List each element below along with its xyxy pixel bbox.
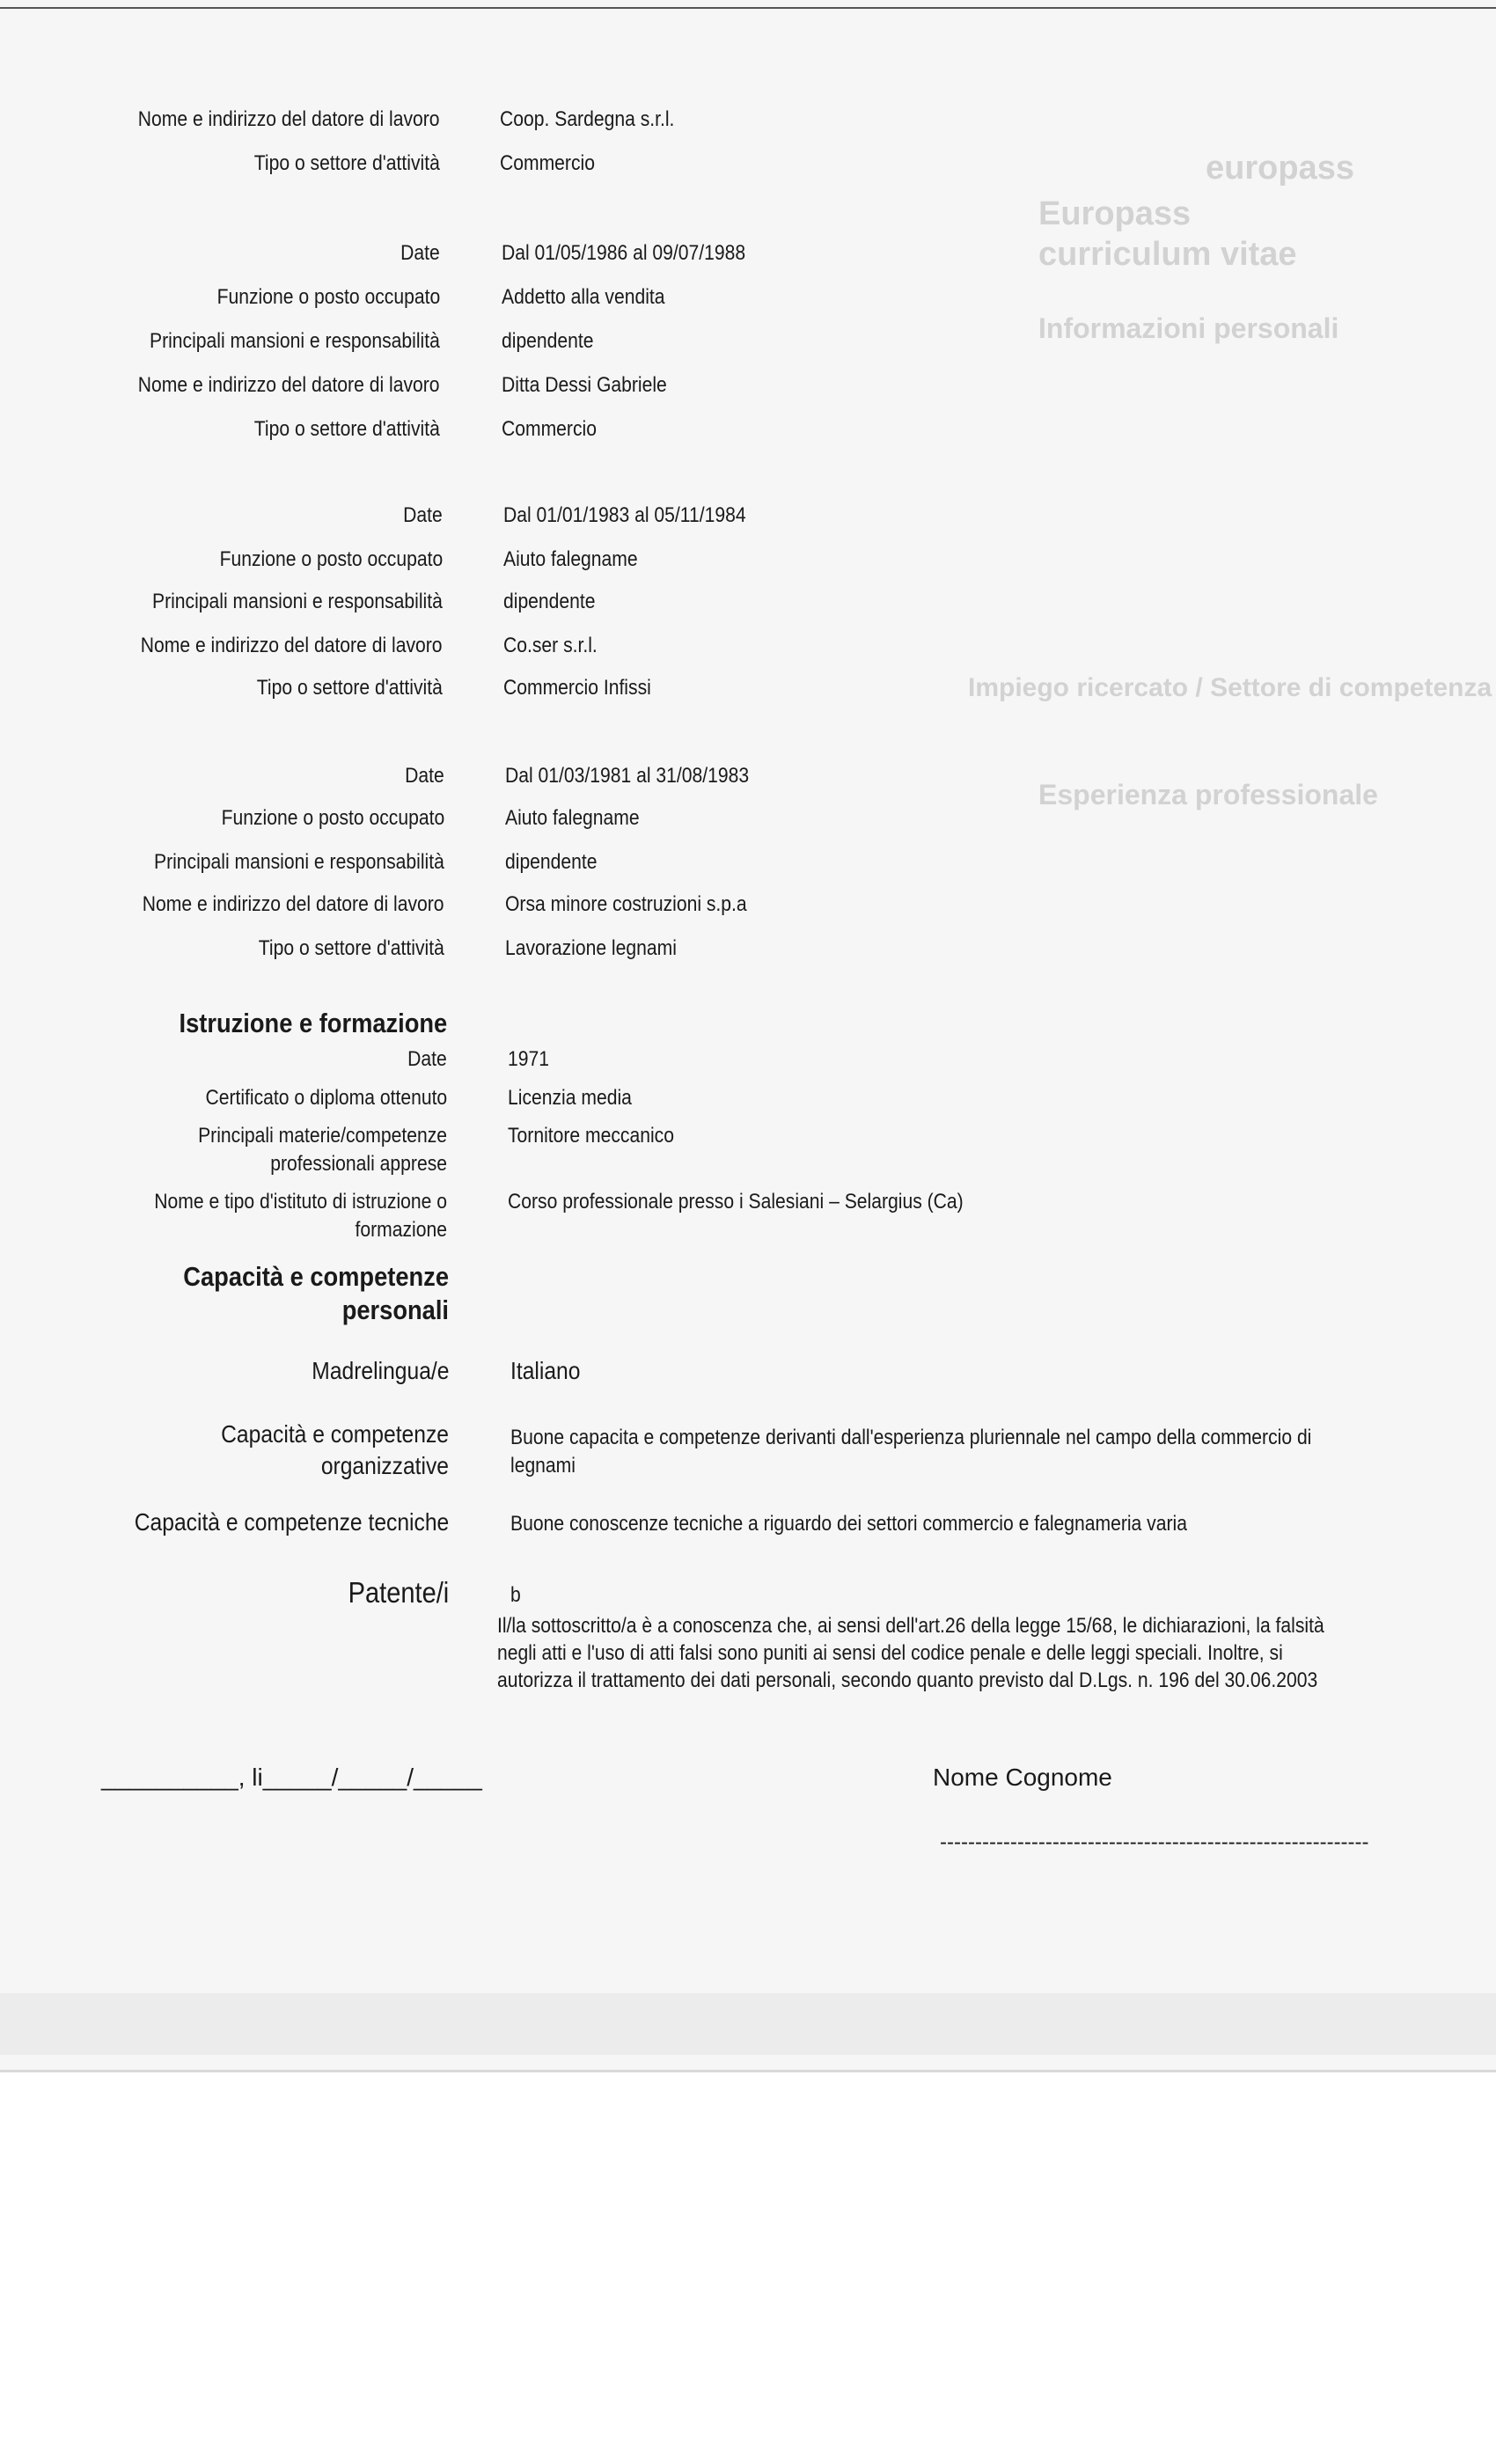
sector-label-1: Tipo o settore d'attività: [253, 151, 440, 175]
sector-value-1: Commercio: [500, 151, 595, 175]
sector-value-4: Lavorazione legnami: [505, 936, 677, 960]
employer-label-4: Nome e indirizzo del datore di lavoro: [143, 892, 444, 916]
sector-label-2: Tipo o settore d'attività: [253, 417, 440, 441]
role-label-2: Funzione o posto occupato: [216, 285, 440, 309]
ghost-title-1: Europass: [1038, 195, 1192, 232]
place-date-line: __________, li_____/_____/_____: [101, 1764, 482, 1791]
ghost-heading-1: Informazioni personali: [1038, 312, 1339, 344]
certificate-label: Certificato o diploma ottenuto: [205, 1086, 447, 1110]
role-value-4: Aiuto falegname: [505, 806, 640, 830]
sector-label-4: Tipo o settore d'attività: [258, 936, 444, 960]
sector-value-2: Commercio: [502, 417, 597, 441]
role-label-4: Funzione o posto occupato: [221, 806, 444, 830]
date-value-3: Dal 01/01/1983 al 05/11/1984: [503, 503, 746, 527]
employer-label-2: Nome e indirizzo del datore di lavoro: [138, 373, 440, 397]
employer-label-1: Nome e indirizzo del datore di lavoro: [138, 107, 440, 131]
technical-skills-value: Buone conoscenze tecniche a riguardo dei settori commercio e falegnameria varia: [510, 1512, 1187, 1536]
employer-value-1: Coop. Sardegna s.r.l.: [500, 107, 675, 131]
employer-label-3: Nome e indirizzo del datore di lavoro: [141, 634, 443, 657]
signature-line: -------------------------------------------------------------: [940, 1830, 1369, 1854]
employer-value-2: Ditta Dessi Gabriele: [502, 373, 667, 397]
duties-value-4: dipendente: [505, 850, 598, 874]
employer-value-4: Orsa minore costruzioni s.p.a: [505, 892, 747, 916]
employer-value-3: Co.ser s.r.l.: [503, 634, 598, 657]
license-value: b: [510, 1583, 521, 1607]
scan-bottom-band: [0, 1993, 1496, 2055]
duties-label-3: Principali mansioni e responsabilità: [152, 590, 443, 613]
signature-name: Nome Cognome: [933, 1764, 1112, 1791]
education-date-label: Date: [407, 1047, 447, 1071]
sector-label-3: Tipo o settore d'attività: [256, 676, 443, 700]
organizational-skills-value: Buone capacita e competenze derivanti dall'esperienza pluriennale nel campo della commercio di legnami: [510, 1426, 1312, 1478]
sector-value-3: Commercio Infissi: [503, 676, 651, 700]
privacy-declaration: Il/la sottoscritto/a è a conoscenza che, ai sensi dell'art.26 della legge 15/68, le dichiarazioni, la falsità negli atti e l'uso di atti falsi sono puniti ai sensi del codice penale e delle leggi speciali. Inoltre, si autorizza il trattamento dei dati personali, secondo quanto previsto dal D.Lgs. n. 196 del 30.06.2003: [497, 1614, 1324, 1692]
date-label-3: Date: [403, 503, 443, 527]
role-value-3: Aiuto falegname: [503, 547, 638, 571]
date-label-2: Date: [400, 241, 440, 265]
organizational-skills-label: Capacità e competenze organizzative: [221, 1420, 450, 1479]
skills-learned-value: Tornitore meccanico: [508, 1124, 674, 1148]
license-label: Patente/i: [348, 1576, 449, 1609]
education-heading: Istruzione e formazione: [179, 1008, 447, 1038]
top-edge-line: [0, 7, 1496, 9]
institute-value: Corso professionale presso i Salesiani – Selargius (Ca): [508, 1190, 964, 1214]
ghost-heading-2: Impiego ricercato / Settore di competenza: [968, 673, 1492, 702]
duties-label-2: Principali mansioni e responsabilità: [150, 329, 440, 353]
role-label-3: Funzione o posto occupato: [219, 547, 443, 571]
mother-tongue-label: Madrelingua/e: [311, 1357, 449, 1384]
duties-label-4: Principali mansioni e responsabilità: [154, 850, 444, 874]
skills-learned-label: Principali materie/competenze professionali apprese: [198, 1124, 447, 1176]
education-date-value: 1971: [508, 1047, 549, 1071]
duties-value-2: dipendente: [502, 329, 594, 353]
ghost-title-2: curriculum vitae: [1038, 236, 1297, 273]
date-value-2: Dal 01/05/1986 al 09/07/1988: [502, 241, 746, 265]
institute-label: Nome e tipo d'istituto di istruzione o formazione: [154, 1190, 447, 1242]
mother-tongue-value: Italiano: [510, 1357, 581, 1384]
certificate-value: Licenzia media: [508, 1086, 632, 1110]
role-value-2: Addetto alla vendita: [502, 285, 665, 309]
duties-value-3: dipendente: [503, 590, 596, 613]
date-label-4: Date: [405, 764, 444, 788]
technical-skills-label: Capacità e competenze tecniche: [134, 1508, 449, 1536]
ghost-logo: europass: [1206, 150, 1354, 187]
personal-skills-heading: Capacità e competenze personali: [183, 1261, 450, 1325]
date-value-4: Dal 01/03/1981 al 31/08/1983: [505, 764, 750, 788]
ghost-heading-3: Esperienza professionale: [1038, 779, 1378, 810]
